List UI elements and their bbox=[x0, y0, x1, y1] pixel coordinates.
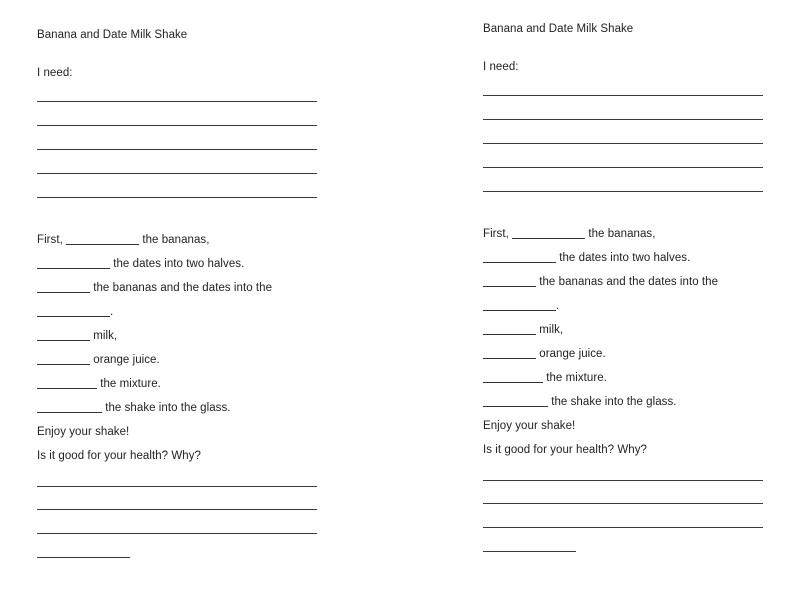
answer-line[interactable] bbox=[37, 486, 317, 487]
step-4 bbox=[37, 305, 113, 319]
need-label: I need: bbox=[483, 61, 519, 73]
fill-blank[interactable] bbox=[37, 377, 97, 389]
step-text: First, bbox=[483, 228, 513, 240]
step-text: . bbox=[556, 300, 560, 312]
fill-blank[interactable] bbox=[512, 227, 585, 239]
step-6 bbox=[37, 353, 160, 367]
step-text: the dates into two halves. bbox=[556, 252, 691, 264]
answer-line[interactable] bbox=[37, 509, 317, 510]
fill-blank[interactable] bbox=[37, 305, 110, 317]
step-text: milk, bbox=[90, 330, 118, 342]
step-6 bbox=[483, 347, 606, 361]
step-text: the bananas, bbox=[585, 228, 656, 240]
fill-blank[interactable] bbox=[37, 353, 90, 365]
worksheet-title: Banana and Date Milk Shake bbox=[37, 29, 188, 41]
step-text: the shake into the glass. bbox=[548, 396, 677, 408]
ingredient-line[interactable] bbox=[37, 197, 317, 198]
step-text: the bananas, bbox=[139, 234, 210, 246]
step-text: orange juice. bbox=[90, 354, 160, 366]
worksheet-title: Banana and Date Milk Shake bbox=[483, 23, 634, 35]
answer-line[interactable] bbox=[483, 503, 763, 504]
health-question: Is it good for your health? Why? bbox=[37, 450, 201, 462]
fill-blank[interactable] bbox=[483, 323, 536, 335]
step-text: First, bbox=[37, 234, 67, 246]
step-text: the mixture. bbox=[97, 378, 161, 390]
fill-blank[interactable] bbox=[483, 251, 556, 263]
step-2 bbox=[483, 251, 690, 265]
step-text: the bananas and the dates into the bbox=[90, 282, 273, 294]
ingredient-line[interactable] bbox=[483, 143, 763, 144]
fill-blank[interactable] bbox=[483, 371, 543, 383]
enjoy-text: Enjoy your shake! bbox=[37, 426, 130, 438]
step-text: milk, bbox=[536, 324, 564, 336]
ingredient-line[interactable] bbox=[483, 191, 763, 192]
ingredient-line[interactable] bbox=[37, 101, 317, 102]
step-8 bbox=[483, 395, 677, 409]
fill-blank[interactable] bbox=[37, 329, 90, 341]
step-1 bbox=[483, 227, 655, 241]
ingredient-line[interactable] bbox=[37, 125, 317, 126]
ingredient-line[interactable] bbox=[483, 119, 763, 120]
step-5 bbox=[37, 329, 117, 343]
fill-blank[interactable] bbox=[483, 395, 548, 407]
ingredient-line[interactable] bbox=[483, 167, 763, 168]
step-text: the bananas and the dates into the bbox=[536, 276, 719, 288]
enjoy-text: Enjoy your shake! bbox=[483, 420, 576, 432]
ingredient-line[interactable] bbox=[483, 95, 763, 96]
fill-blank[interactable] bbox=[37, 257, 110, 269]
step-text: the dates into two halves. bbox=[110, 258, 245, 270]
need-label: I need: bbox=[37, 67, 73, 79]
step-3 bbox=[37, 281, 272, 295]
step-text: the shake into the glass. bbox=[102, 402, 231, 414]
ingredient-line[interactable] bbox=[37, 149, 317, 150]
answer-line[interactable] bbox=[483, 551, 576, 552]
step-3 bbox=[483, 275, 718, 289]
step-2 bbox=[37, 257, 244, 271]
step-1 bbox=[37, 233, 209, 247]
fill-blank[interactable] bbox=[37, 281, 90, 293]
ingredient-line[interactable] bbox=[37, 173, 317, 174]
step-text: orange juice. bbox=[536, 348, 606, 360]
fill-blank[interactable] bbox=[483, 347, 536, 359]
step-7 bbox=[37, 377, 161, 391]
step-text: the mixture. bbox=[543, 372, 607, 384]
step-5 bbox=[483, 323, 563, 337]
answer-line[interactable] bbox=[483, 527, 763, 528]
step-4 bbox=[483, 299, 559, 313]
fill-blank[interactable] bbox=[483, 275, 536, 287]
answer-line[interactable] bbox=[37, 533, 317, 534]
step-8 bbox=[37, 401, 231, 415]
fill-blank[interactable] bbox=[483, 299, 556, 311]
health-question: Is it good for your health? Why? bbox=[483, 444, 647, 456]
answer-line[interactable] bbox=[37, 557, 130, 558]
answer-line[interactable] bbox=[483, 480, 763, 481]
fill-blank[interactable] bbox=[37, 401, 102, 413]
step-7 bbox=[483, 371, 607, 385]
fill-blank[interactable] bbox=[66, 233, 139, 245]
step-text: . bbox=[110, 306, 114, 318]
